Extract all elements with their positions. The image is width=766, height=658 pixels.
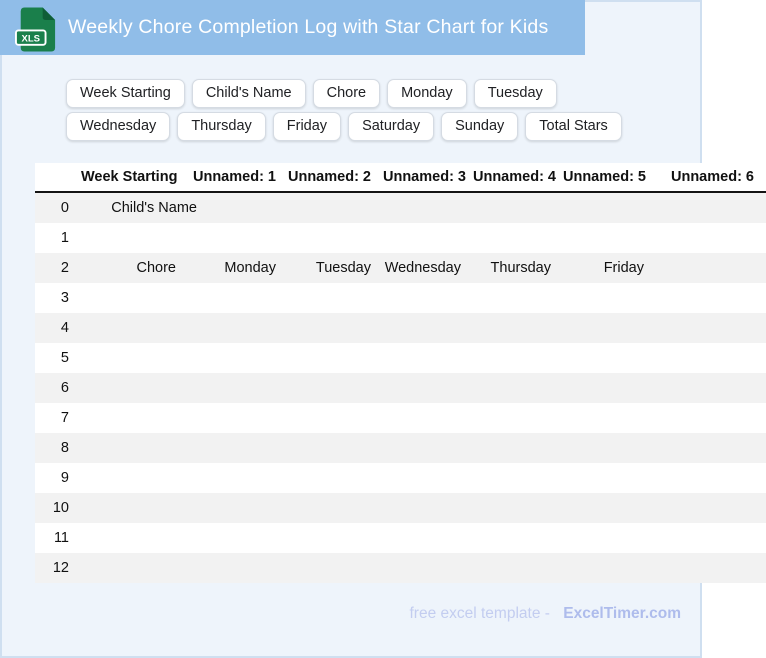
chip-saturday[interactable]: Saturday: [348, 112, 434, 141]
table-cell: [563, 523, 656, 553]
table-row: [35, 313, 766, 343]
chip-friday[interactable]: Friday: [273, 112, 341, 141]
table-cell: [81, 463, 188, 493]
table-cell: [656, 523, 766, 553]
table-cell: [188, 403, 288, 433]
table-row: [35, 463, 766, 493]
table-cell: [563, 373, 656, 403]
table-cell: [288, 223, 383, 253]
column-header-unnamed-1: Unnamed: 1: [188, 163, 288, 192]
table-cell: [473, 433, 563, 463]
table-row: [35, 493, 766, 523]
table-cell: [473, 343, 563, 373]
table-cell: [188, 463, 288, 493]
table-cell: [383, 523, 473, 553]
table-cell: [473, 223, 563, 253]
table-cell: [563, 313, 656, 343]
table-cell: [656, 553, 766, 583]
xls-file-icon: [15, 6, 57, 53]
table-cell: Wednesday: [384, 260, 461, 276]
row-index: 10: [52, 500, 69, 516]
column-header-unnamed-2: Unnamed: 2: [288, 163, 383, 192]
table-cell: [81, 433, 188, 463]
table-cell: [563, 403, 656, 433]
table-row: [35, 553, 766, 583]
table-cell: [288, 433, 383, 463]
table-cell: [81, 553, 188, 583]
row-index: 4: [60, 320, 69, 336]
footer-text: free excel template -: [409, 605, 550, 622]
table-cell: [473, 373, 563, 403]
table-cell: [188, 223, 288, 253]
table-cell: [473, 313, 563, 343]
xls-icon-label: XLS: [21, 33, 41, 45]
table-cell: Friday: [603, 260, 644, 276]
table-cell: [473, 463, 563, 493]
table-cell: [383, 223, 473, 253]
table-cell: [188, 523, 288, 553]
table-cell: [656, 313, 766, 343]
row-index: 5: [60, 350, 69, 366]
table-cell: [383, 403, 473, 433]
row-index: 1: [60, 230, 69, 246]
brand-link[interactable]: ExcelTimer.com: [563, 605, 681, 622]
table-cell: [288, 553, 383, 583]
table-cell: [288, 373, 383, 403]
table-viewport: [52, 163, 754, 586]
table-cell: [563, 223, 656, 253]
column-header-unnamed-4: Unnamed: 4: [473, 163, 563, 192]
index-header: [35, 163, 81, 192]
table-cell: [383, 192, 473, 223]
table-cell: [656, 192, 766, 223]
table-cell: [81, 373, 188, 403]
table-cell: [288, 313, 383, 343]
table-cell: [288, 493, 383, 523]
row-index: 0: [60, 200, 69, 216]
row-index: 6: [60, 380, 69, 396]
table-cell: [188, 313, 288, 343]
table-header-row: [35, 163, 766, 192]
table-cell: Chore: [136, 260, 176, 276]
table-cell: [656, 463, 766, 493]
table-cell: [656, 343, 766, 373]
table-row: [35, 523, 766, 553]
chip-thursday[interactable]: Thursday: [177, 112, 265, 141]
chip-wednesday[interactable]: Wednesday: [66, 112, 170, 141]
table-cell: [188, 433, 288, 463]
table-cell: [563, 433, 656, 463]
table-cell: [288, 463, 383, 493]
table-cell: [473, 192, 563, 223]
table-cell: [188, 373, 288, 403]
table-cell: [563, 463, 656, 493]
row-index: 8: [60, 440, 69, 456]
table-cell: [188, 343, 288, 373]
table-cell: [188, 553, 288, 583]
table-cell: [81, 283, 188, 313]
row-index: 11: [53, 530, 69, 546]
table-cell: [383, 553, 473, 583]
table-cell: [383, 313, 473, 343]
column-header-unnamed-6: Unnamed: 6: [656, 163, 766, 192]
table-cell: [288, 403, 383, 433]
page-title: Weekly Chore Completion Log with Star Chart for Kids: [68, 16, 549, 38]
table-row: [35, 192, 766, 223]
table-cell: [188, 493, 288, 523]
table-cell: [656, 223, 766, 253]
footer-credit: [409, 605, 681, 623]
chip-tuesday[interactable]: Tuesday: [474, 79, 557, 108]
table-cell: [563, 283, 656, 313]
table-cell: [473, 493, 563, 523]
table-cell: [288, 523, 383, 553]
row-index: 12: [52, 560, 69, 576]
table-cell: [656, 403, 766, 433]
table-cell: [656, 433, 766, 463]
table-row: [35, 223, 766, 253]
table-cell: [563, 493, 656, 523]
table-row: [35, 253, 766, 283]
table-cell: [563, 553, 656, 583]
table-cell: [81, 313, 188, 343]
table-cell: Child's Name: [111, 200, 197, 216]
chip-childs-name[interactable]: Child's Name: [192, 79, 306, 108]
table-cell: [383, 433, 473, 463]
table-row: [35, 403, 766, 433]
table-cell: [383, 463, 473, 493]
table-cell: [288, 343, 383, 373]
table-cell: [383, 493, 473, 523]
row-index: 9: [60, 470, 69, 486]
table-cell: Monday: [224, 260, 276, 276]
table-cell: [473, 523, 563, 553]
table-cell: [288, 192, 383, 223]
table-row: [35, 373, 766, 403]
preview-table: [35, 163, 766, 583]
table-cell: [656, 283, 766, 313]
table-cell: [288, 283, 383, 313]
table-cell: [81, 523, 188, 553]
column-header-unnamed-5: Unnamed: 5: [563, 163, 656, 192]
table-cell: [81, 493, 188, 523]
table-cell: [81, 403, 188, 433]
table-cell: [563, 343, 656, 373]
table-cell: [563, 192, 656, 223]
table-cell: [81, 343, 188, 373]
table-cell: Tuesday: [315, 260, 371, 276]
table-row: [35, 283, 766, 313]
chip-chore[interactable]: Chore: [313, 79, 381, 108]
table-row: [35, 433, 766, 463]
chip-sunday[interactable]: Sunday: [441, 112, 518, 141]
chip-total-stars[interactable]: Total Stars: [525, 112, 622, 141]
row-index: 7: [60, 410, 69, 426]
table-cell: [81, 223, 188, 253]
table-cell: [383, 283, 473, 313]
table-cell: [656, 493, 766, 523]
column-chips: [66, 79, 632, 141]
row-index: 3: [60, 290, 69, 306]
table-cell: [383, 373, 473, 403]
row-index: 2: [60, 260, 69, 276]
table-cell: [656, 253, 766, 283]
table-cell: [473, 553, 563, 583]
table-cell: [188, 283, 288, 313]
table-cell: [383, 343, 473, 373]
table-cell: [656, 373, 766, 403]
chip-monday[interactable]: Monday: [387, 79, 467, 108]
table-row: [35, 343, 766, 373]
chip-week-starting[interactable]: Week Starting: [66, 79, 185, 108]
table-cell: Thursday: [490, 260, 551, 276]
column-header-unnamed-3: Unnamed: 3: [383, 163, 473, 192]
table-cell: [473, 403, 563, 433]
table-cell: [473, 283, 563, 313]
column-header-week-starting: Week Starting: [81, 163, 188, 192]
